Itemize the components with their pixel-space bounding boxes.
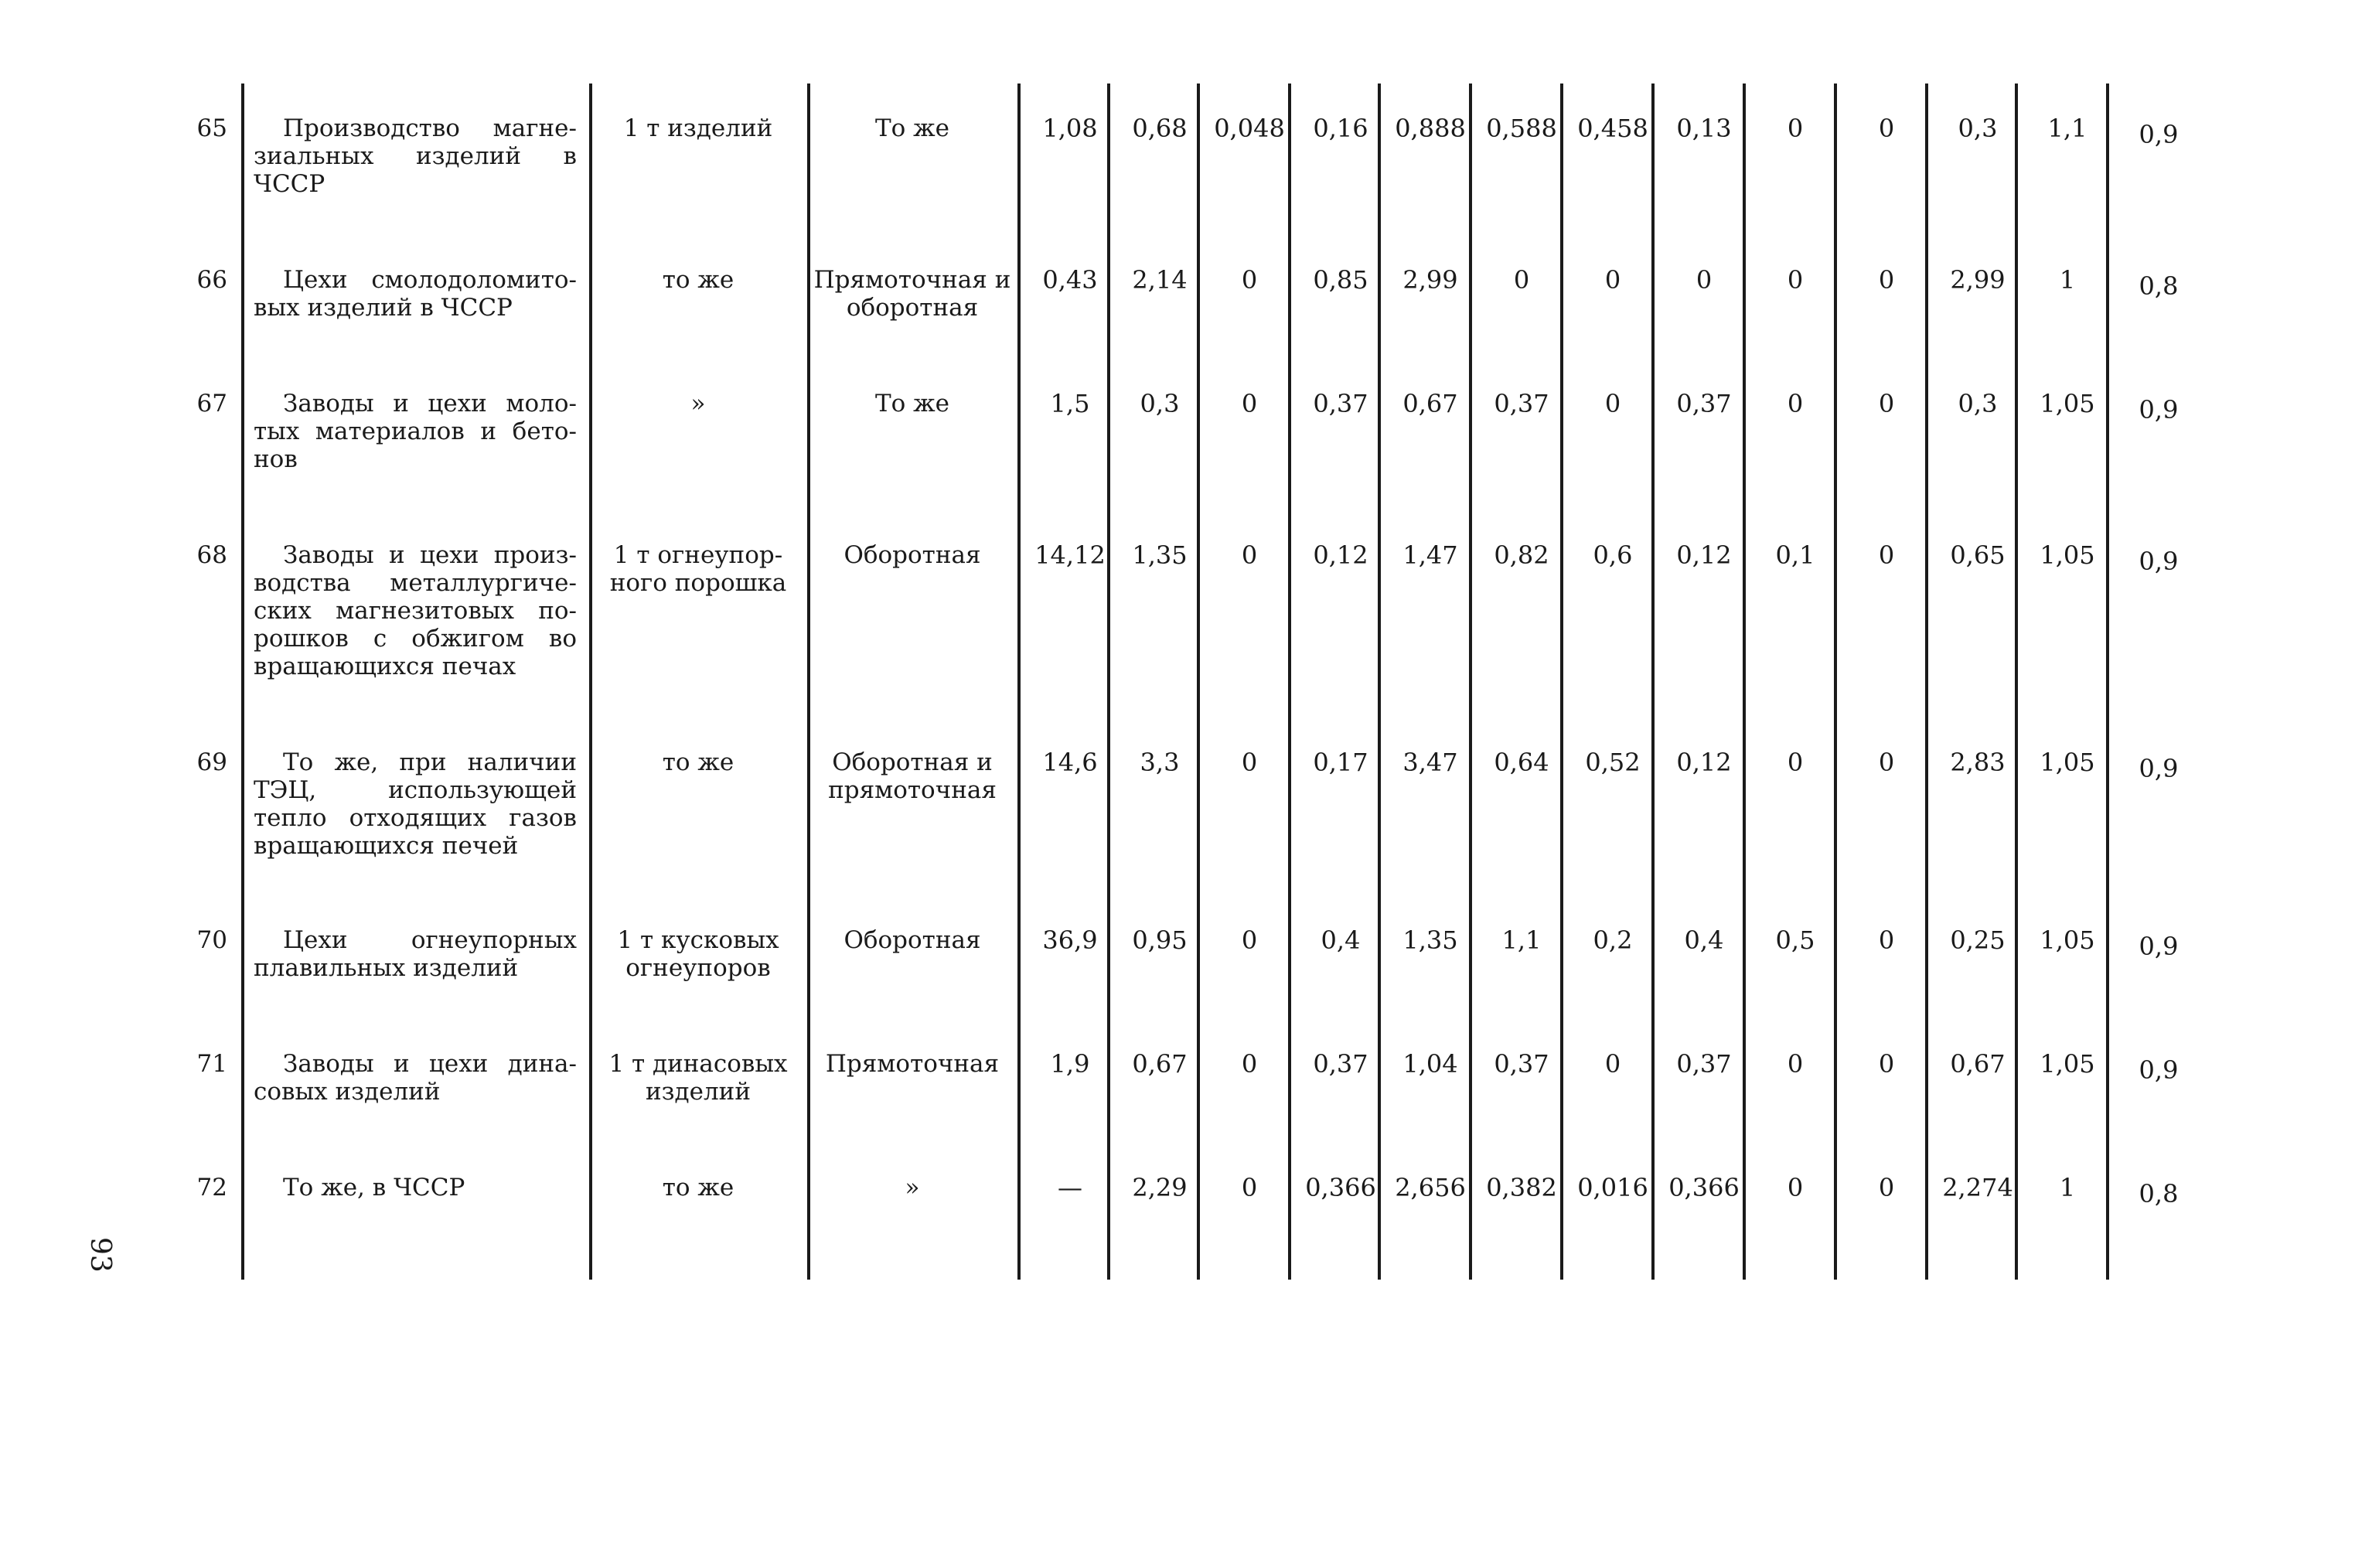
value-cell: 0,82 xyxy=(1494,540,1549,570)
value-cell: 0 xyxy=(1878,114,1895,143)
value-cell: 0,37 xyxy=(1494,389,1549,418)
row-number: 69 xyxy=(196,748,227,776)
row-unit: то же xyxy=(662,748,734,776)
row-description: Заводы и цехи производства металлургических магнезитовых порошков с обжигом во вращающихся печах xyxy=(254,541,577,680)
row-number: 65 xyxy=(196,114,227,142)
row-unit: 1 т кусковых огнеупоров xyxy=(617,926,779,982)
value-cell: 0,52 xyxy=(1585,748,1641,777)
value-cell: 0 xyxy=(1604,265,1621,295)
value-cell: 0,9 xyxy=(2139,120,2179,149)
value-cell: 0,37 xyxy=(1494,1049,1549,1079)
row-water-system: Оборотная xyxy=(844,926,981,954)
value-cell: 3,3 xyxy=(1140,748,1180,777)
row-unit: » xyxy=(690,390,706,418)
column-divider xyxy=(1743,84,1746,1280)
row-unit: 1 т изделий xyxy=(623,114,773,142)
value-cell: 1,05 xyxy=(2040,1049,2095,1079)
value-cell: 0 xyxy=(1241,265,1258,295)
value-cell: 36,9 xyxy=(1042,925,1098,955)
value-cell: 1,5 xyxy=(1050,389,1090,418)
value-cell: 0 xyxy=(1878,265,1895,295)
value-cell: 0,43 xyxy=(1042,265,1098,295)
row-water-system: То же xyxy=(874,114,950,142)
row-description: Цехи смолодоломитовых изделий в ЧССР xyxy=(254,266,577,322)
row-unit: 1 т динасовых изделий xyxy=(608,1050,788,1106)
column-divider xyxy=(1107,84,1110,1280)
value-cell: 0,12 xyxy=(1676,748,1732,777)
value-cell: 2,14 xyxy=(1132,265,1188,295)
row-number: 70 xyxy=(196,926,227,954)
value-cell: 0,67 xyxy=(1950,1049,2006,1079)
value-cell: 1,35 xyxy=(1132,540,1188,570)
value-cell: 2,99 xyxy=(1402,265,1458,295)
value-cell: 0,68 xyxy=(1132,114,1188,143)
value-cell: 0,67 xyxy=(1132,1049,1188,1079)
column-divider xyxy=(807,84,810,1280)
row-number: 67 xyxy=(196,390,227,418)
value-cell: 0 xyxy=(1241,389,1258,418)
value-cell: 2,274 xyxy=(1942,1173,2013,1202)
value-cell: 0,65 xyxy=(1950,540,2006,570)
value-cell: 1 xyxy=(2059,1173,2076,1202)
value-cell: 0 xyxy=(1878,389,1895,418)
value-cell: 0,9 xyxy=(2139,932,2179,961)
value-cell: 0,382 xyxy=(1486,1173,1557,1202)
column-divider xyxy=(1197,84,1200,1280)
value-cell: 0,8 xyxy=(2139,1179,2179,1208)
value-cell: 1,05 xyxy=(2040,540,2095,570)
value-cell: 0 xyxy=(1513,265,1530,295)
value-cell: 0,37 xyxy=(1676,1049,1732,1079)
value-cell: 0 xyxy=(1787,389,1804,418)
value-cell: 2,29 xyxy=(1132,1173,1188,1202)
value-cell: 1,05 xyxy=(2040,748,2095,777)
row-description: Производство магнезиальных изделий в ЧССР xyxy=(254,114,577,198)
value-cell: 0,3 xyxy=(1958,389,1998,418)
value-cell: 0 xyxy=(1604,1049,1621,1079)
column-divider xyxy=(1469,84,1472,1280)
value-cell: 1,1 xyxy=(2047,114,2087,143)
column-divider xyxy=(1288,84,1291,1280)
value-cell: 0,13 xyxy=(1676,114,1732,143)
value-cell: 0,9 xyxy=(2139,1055,2179,1085)
value-cell: — xyxy=(1058,1173,1082,1202)
value-cell: 1 xyxy=(2059,265,2076,295)
page-number: 93 xyxy=(84,1237,116,1273)
value-cell: 0,85 xyxy=(1313,265,1368,295)
value-cell: 1,9 xyxy=(1050,1049,1090,1079)
value-cell: 0 xyxy=(1878,925,1895,955)
value-cell: 0,3 xyxy=(1140,389,1180,418)
value-cell: 1,08 xyxy=(1042,114,1098,143)
value-cell: 0,95 xyxy=(1132,925,1188,955)
row-description: Заводы и цехи молотых материалов и бетонов xyxy=(254,390,577,473)
value-cell: 0,67 xyxy=(1402,389,1458,418)
value-cell: 0,888 xyxy=(1395,114,1466,143)
column-divider xyxy=(2015,84,2018,1280)
value-cell: 3,47 xyxy=(1402,748,1458,777)
value-cell: 0 xyxy=(1878,748,1895,777)
row-water-system: Оборотная xyxy=(844,541,981,569)
value-cell: 0 xyxy=(1787,748,1804,777)
value-cell: 0 xyxy=(1241,1049,1258,1079)
value-cell: 0,9 xyxy=(2139,547,2179,576)
column-divider xyxy=(1834,84,1837,1280)
row-description: Цехи огнеупорных плавильных изделий xyxy=(254,926,577,982)
column-divider xyxy=(1378,84,1381,1280)
value-cell: 0,16 xyxy=(1313,114,1368,143)
value-cell: 0 xyxy=(1696,265,1713,295)
value-cell: 2,99 xyxy=(1950,265,2006,295)
value-cell: 1,47 xyxy=(1402,540,1458,570)
value-cell: 0,2 xyxy=(1593,925,1633,955)
row-description: Заводы и цехи динасовых изделий xyxy=(254,1050,577,1106)
column-divider xyxy=(589,84,592,1280)
column-divider xyxy=(1925,84,1928,1280)
value-cell: 1,05 xyxy=(2040,389,2095,418)
value-cell: 0,9 xyxy=(2139,395,2179,424)
value-cell: 0,3 xyxy=(1958,114,1998,143)
value-cell: 0 xyxy=(1604,389,1621,418)
value-cell: 0,9 xyxy=(2139,754,2179,783)
row-number: 68 xyxy=(196,541,227,569)
row-water-system: Прямоточная и оборотная xyxy=(813,266,1011,322)
value-cell: 0,458 xyxy=(1577,114,1648,143)
value-cell: 0,37 xyxy=(1313,389,1368,418)
row-number: 71 xyxy=(196,1050,227,1078)
value-cell: 0 xyxy=(1787,1173,1804,1202)
value-cell: 0,64 xyxy=(1494,748,1549,777)
value-cell: 0,5 xyxy=(1775,925,1815,955)
column-divider xyxy=(1017,84,1021,1280)
value-cell: 1,1 xyxy=(1501,925,1542,955)
value-cell: 0,6 xyxy=(1593,540,1633,570)
value-cell: 0,12 xyxy=(1313,540,1368,570)
value-cell: 0 xyxy=(1878,540,1895,570)
row-water-system: Оборотная и прямоточная xyxy=(828,748,997,804)
value-cell: 0,366 xyxy=(1305,1173,1376,1202)
column-divider xyxy=(241,84,244,1280)
value-cell: 0 xyxy=(1878,1049,1895,1079)
value-cell: 0 xyxy=(1787,1049,1804,1079)
column-divider xyxy=(1560,84,1563,1280)
value-cell: 0,588 xyxy=(1486,114,1557,143)
value-cell: 0,37 xyxy=(1313,1049,1368,1079)
value-cell: 0,25 xyxy=(1950,925,2006,955)
value-cell: 14,6 xyxy=(1042,748,1098,777)
row-water-system: » xyxy=(905,1174,920,1202)
row-description: То же, при наличии ТЭЦ, использующей тепло отходящих газов вращающихся печей xyxy=(254,748,577,860)
value-cell: 0 xyxy=(1787,114,1804,143)
value-cell: 0,016 xyxy=(1577,1173,1648,1202)
value-cell: 0,4 xyxy=(1321,925,1361,955)
value-cell: 1,35 xyxy=(1402,925,1458,955)
row-water-system: То же xyxy=(874,390,950,418)
value-cell: 0 xyxy=(1878,1173,1895,1202)
value-cell: 1,05 xyxy=(2040,925,2095,955)
row-number: 66 xyxy=(196,266,227,294)
value-cell: 0,366 xyxy=(1668,1173,1740,1202)
value-cell: 0,12 xyxy=(1676,540,1732,570)
value-cell: 0,4 xyxy=(1684,925,1724,955)
value-cell: 1,04 xyxy=(1402,1049,1458,1079)
value-cell: 14,12 xyxy=(1034,540,1106,570)
row-unit: то же xyxy=(662,1174,734,1202)
value-cell: 0,17 xyxy=(1313,748,1368,777)
value-cell: 0,37 xyxy=(1676,389,1732,418)
row-number: 72 xyxy=(196,1174,227,1202)
value-cell: 0 xyxy=(1241,540,1258,570)
column-divider xyxy=(2106,84,2109,1280)
value-cell: 0 xyxy=(1241,925,1258,955)
row-water-system: Прямоточная xyxy=(825,1050,1000,1078)
row-unit: 1 т огнеупорного порошка xyxy=(609,541,787,597)
row-unit: то же xyxy=(662,266,734,294)
value-cell: 0 xyxy=(1787,265,1804,295)
value-cell: 0,1 xyxy=(1775,540,1815,570)
column-divider xyxy=(1651,84,1655,1280)
row-description: То же, в ЧССР xyxy=(283,1174,465,1202)
value-cell: 0 xyxy=(1241,748,1258,777)
value-cell: 2,656 xyxy=(1395,1173,1466,1202)
value-cell: 2,83 xyxy=(1950,748,2006,777)
value-cell: 0,048 xyxy=(1214,114,1285,143)
value-cell: 0,8 xyxy=(2139,271,2179,301)
value-cell: 0 xyxy=(1241,1173,1258,1202)
